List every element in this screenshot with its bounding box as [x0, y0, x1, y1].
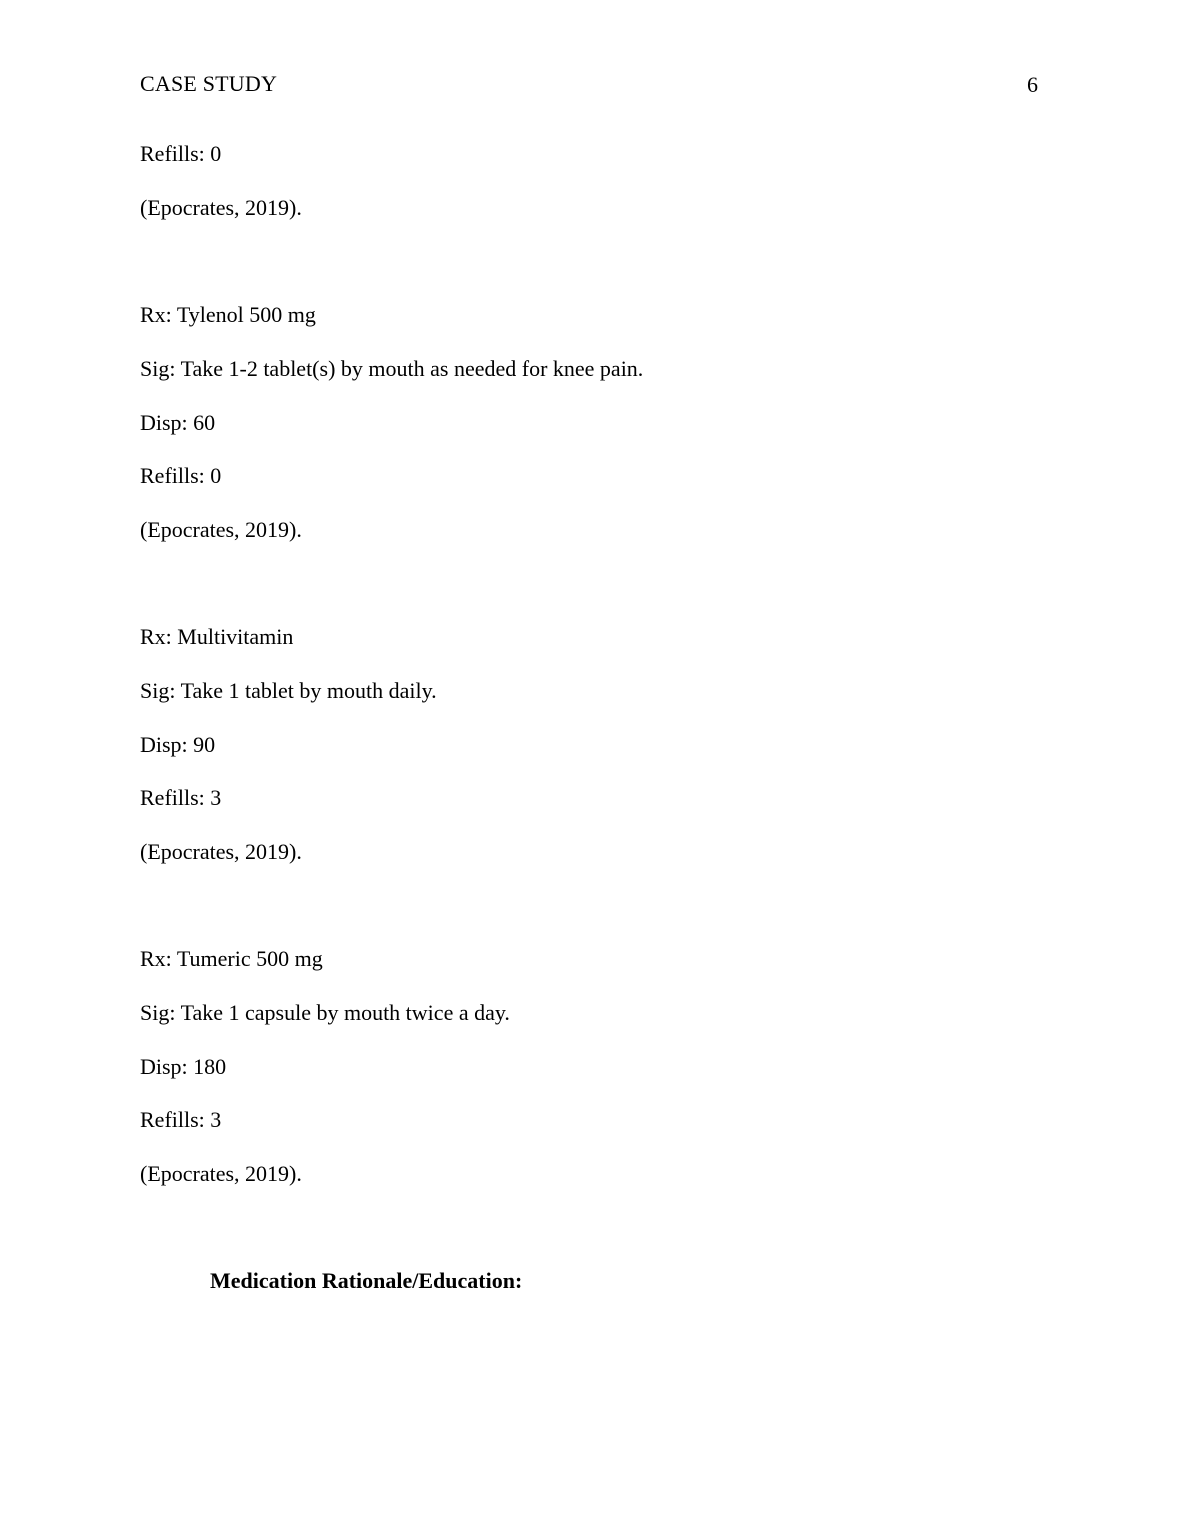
- carryover-refills: Refills: 0: [140, 141, 222, 166]
- rx-1-sig: Sig: Take 1-2 tablet(s) by mouth as needed for knee pain.: [140, 356, 644, 381]
- rx-2-citation: (Epocrates, 2019).: [140, 839, 302, 864]
- rx-2-sig: Sig: Take 1 tablet by mouth daily.: [140, 678, 437, 703]
- rx-1-drug: Rx: Tylenol 500 mg: [140, 302, 316, 327]
- rx-3-refills: Refills: 3: [140, 1107, 222, 1132]
- section-heading: Medication Rationale/Education:: [210, 1268, 523, 1293]
- rx-3-drug: Rx: Tumeric 500 mg: [140, 946, 323, 971]
- rx-1-citation: (Epocrates, 2019).: [140, 517, 302, 542]
- carryover-citation: (Epocrates, 2019).: [140, 195, 302, 220]
- rx-3-disp: Disp: 180: [140, 1054, 227, 1079]
- page-number: 6: [1027, 72, 1038, 97]
- rx-2-drug: Rx: Multivitamin: [140, 624, 294, 649]
- rx-3-citation: (Epocrates, 2019).: [140, 1161, 302, 1186]
- rx-3-sig: Sig: Take 1 capsule by mouth twice a day.: [140, 1000, 510, 1025]
- rx-2-refills: Refills: 3: [140, 785, 222, 810]
- rx-2-disp: Disp: 90: [140, 732, 216, 757]
- rx-1-refills: Refills: 0: [140, 463, 222, 488]
- running-head: CASE STUDY: [140, 71, 278, 96]
- rx-1-disp: Disp: 60: [140, 410, 216, 435]
